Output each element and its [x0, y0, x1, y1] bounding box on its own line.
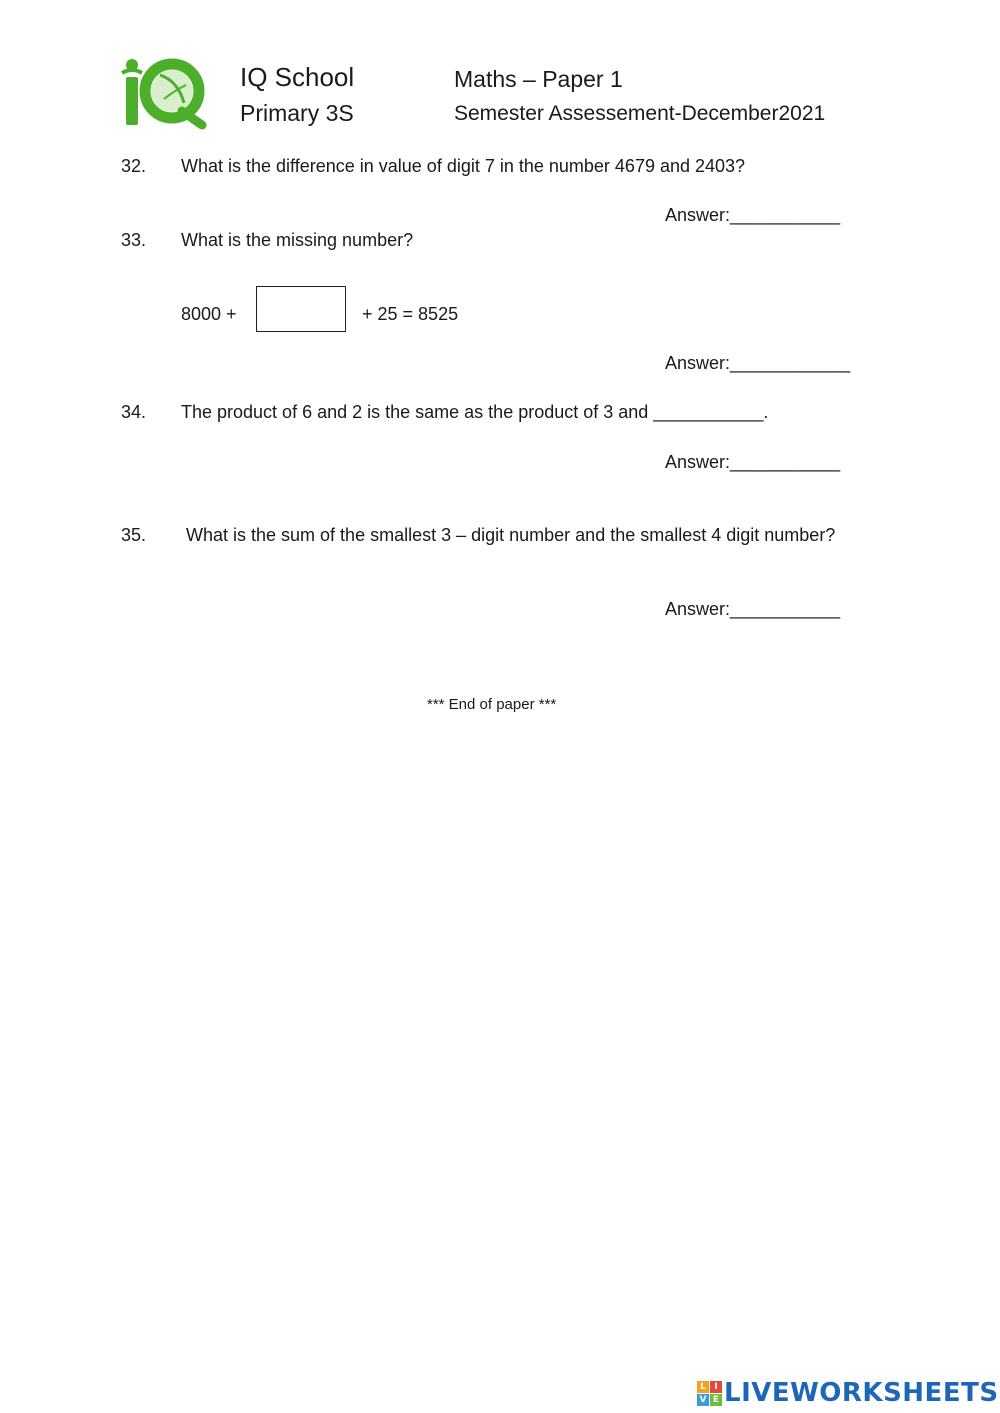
end-of-paper: *** End of paper ***: [427, 696, 557, 713]
liveworksheets-watermark: [697, 1378, 999, 1408]
question-32-text: What is the difference in value of digit 7 in the number 4679 and 2403?: [181, 156, 746, 176]
paper-title: Maths – Paper 1: [454, 66, 623, 92]
equation-left: 8000 +: [181, 304, 237, 324]
question-35-number: 35.: [121, 525, 147, 545]
question-34-text: The product of 6 and 2 is the same as the product of 3 and ___________.: [181, 402, 769, 422]
class-name: Primary 3S: [240, 100, 354, 126]
question-35-text: What is the sum of the smallest 3 – digit number and the smallest 4 digit number?: [186, 525, 836, 545]
question-33-number: 33.: [121, 230, 147, 250]
logo-square-v: V: [697, 1394, 709, 1406]
question-33-text: What is the missing number?: [181, 230, 414, 250]
question-32-answer[interactable]: Answer:___________: [665, 205, 841, 225]
question-34-answer[interactable]: Answer:___________: [665, 452, 841, 472]
equation-right: + 25 = 8525: [362, 304, 459, 324]
liveworksheets-logo-icon: [697, 1381, 722, 1406]
question-34-number: 34.: [121, 402, 147, 422]
school-name: IQ School: [240, 62, 355, 92]
question-33-answer[interactable]: Answer:____________: [665, 353, 851, 373]
missing-number-box[interactable]: [256, 286, 346, 332]
logo-square-l: L: [697, 1381, 709, 1393]
logo-square-e: E: [710, 1394, 722, 1406]
question-35-answer[interactable]: Answer:___________: [665, 599, 841, 619]
logo-square-i: I: [710, 1381, 722, 1393]
iq-school-logo: [120, 55, 210, 130]
assessment-title: Semester Assessement-December2021: [454, 102, 826, 125]
watermark-text: LIVEWORKSHEETS: [724, 1378, 999, 1408]
question-32-number: 32.: [121, 156, 147, 176]
